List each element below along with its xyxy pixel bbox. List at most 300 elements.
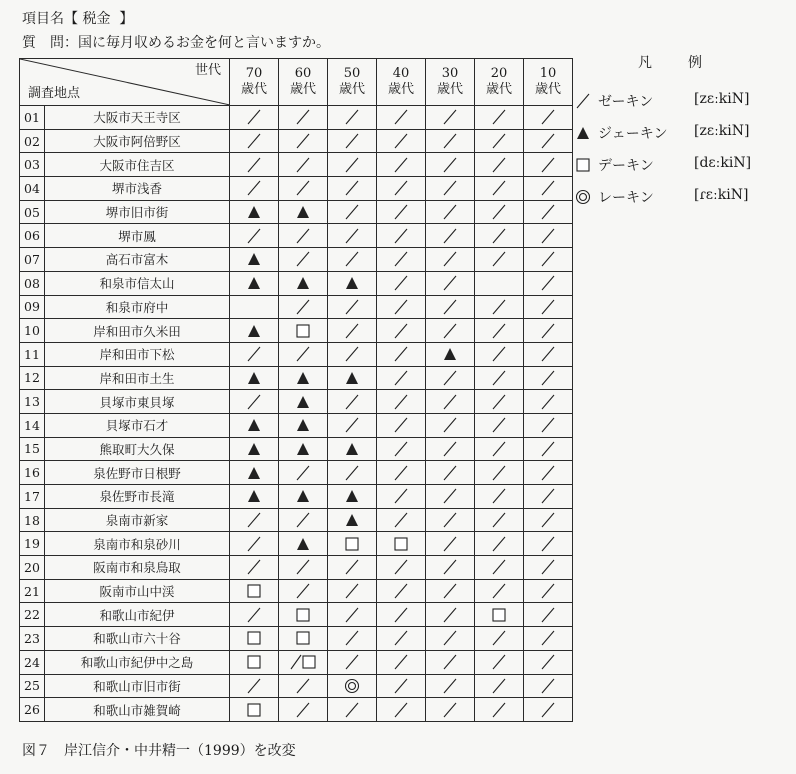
age-number: 20 bbox=[490, 66, 508, 81]
item-prefix: 項目名【 bbox=[22, 11, 78, 27]
item-suffix: 】 bbox=[119, 11, 134, 27]
slash-icon bbox=[484, 535, 514, 553]
question bbox=[22, 32, 330, 52]
response-cell bbox=[524, 342, 573, 366]
slash-icon bbox=[288, 511, 318, 529]
slash-icon bbox=[484, 416, 514, 434]
response-cell bbox=[524, 224, 573, 248]
response-cell bbox=[426, 437, 475, 461]
response-cell bbox=[328, 271, 377, 295]
response-cell bbox=[475, 627, 524, 651]
response-cell bbox=[426, 224, 475, 248]
row-number: 16 bbox=[20, 461, 45, 485]
place-name: 泉南市和泉砂川 bbox=[45, 532, 230, 556]
slash-icon bbox=[484, 487, 514, 505]
slash-icon bbox=[484, 298, 514, 316]
slash-icon bbox=[239, 677, 269, 695]
table-row bbox=[20, 698, 573, 722]
slash-icon bbox=[435, 393, 465, 411]
slash-icon bbox=[337, 179, 367, 197]
place-name: 和泉市府中 bbox=[45, 295, 230, 319]
response-cell bbox=[426, 200, 475, 224]
triangle-icon bbox=[288, 440, 318, 458]
response-cell bbox=[328, 698, 377, 722]
response-cell bbox=[377, 532, 426, 556]
response-cell bbox=[279, 129, 328, 153]
response-cell bbox=[524, 603, 573, 627]
response-cell bbox=[328, 485, 377, 509]
row-number: 03 bbox=[20, 153, 45, 177]
response-cell bbox=[328, 295, 377, 319]
age-header bbox=[426, 59, 475, 106]
response-cell bbox=[230, 674, 279, 698]
place-name: 泉佐野市日根野 bbox=[45, 461, 230, 485]
response-cell bbox=[377, 177, 426, 201]
slash-icon bbox=[533, 558, 563, 576]
slash-icon bbox=[533, 653, 563, 671]
age-number: 50 bbox=[343, 66, 361, 81]
response-cell bbox=[377, 556, 426, 580]
triangle-icon bbox=[239, 322, 269, 340]
response-cell bbox=[475, 129, 524, 153]
response-cell bbox=[377, 627, 426, 651]
slash-icon bbox=[435, 464, 465, 482]
square-icon bbox=[239, 653, 269, 671]
slash-square-icon bbox=[288, 653, 318, 671]
response-cell bbox=[328, 508, 377, 532]
corner-bottom-label: 調査地点 bbox=[28, 86, 81, 101]
triangle-icon bbox=[239, 250, 269, 268]
figure-caption: 図７ 岸江信介・中井精一（1999）を改変 bbox=[22, 743, 296, 759]
square-icon bbox=[288, 629, 318, 647]
legend-item bbox=[568, 186, 788, 208]
triangle-icon bbox=[337, 487, 367, 505]
response-cell bbox=[328, 437, 377, 461]
table-row bbox=[20, 106, 573, 130]
slash-icon bbox=[435, 203, 465, 221]
response-cell bbox=[230, 106, 279, 130]
response-cell bbox=[230, 508, 279, 532]
slash-icon bbox=[239, 179, 269, 197]
slash-icon bbox=[484, 511, 514, 529]
square-icon bbox=[568, 156, 598, 174]
slash-icon bbox=[484, 179, 514, 197]
table-row bbox=[20, 177, 573, 201]
response-cell bbox=[328, 366, 377, 390]
slash-icon bbox=[288, 701, 318, 719]
response-cell bbox=[377, 390, 426, 414]
response-cell bbox=[279, 603, 328, 627]
slash-icon bbox=[435, 179, 465, 197]
slash-icon bbox=[533, 464, 563, 482]
response-cell bbox=[475, 153, 524, 177]
age-suffix: 歳代 bbox=[534, 82, 561, 97]
age-header bbox=[279, 59, 328, 106]
response-cell bbox=[279, 413, 328, 437]
response-cell bbox=[230, 603, 279, 627]
row-number: 24 bbox=[20, 650, 45, 674]
response-cell bbox=[279, 698, 328, 722]
response-cell bbox=[475, 106, 524, 130]
response-cell bbox=[328, 413, 377, 437]
response-cell bbox=[426, 603, 475, 627]
row-number: 18 bbox=[20, 508, 45, 532]
table-row bbox=[20, 508, 573, 532]
slash-icon bbox=[533, 108, 563, 126]
response-cell bbox=[279, 627, 328, 651]
slash-icon bbox=[484, 582, 514, 600]
age-suffix: 歳代 bbox=[289, 82, 316, 97]
row-number: 14 bbox=[20, 413, 45, 437]
place-name: 和歌山市紀伊中之島 bbox=[45, 650, 230, 674]
triangle-icon bbox=[239, 274, 269, 292]
response-cell bbox=[230, 627, 279, 651]
row-number: 11 bbox=[20, 342, 45, 366]
square-icon bbox=[239, 582, 269, 600]
triangle-icon bbox=[288, 535, 318, 553]
triangle-icon bbox=[239, 203, 269, 221]
response-cell bbox=[524, 271, 573, 295]
triangle-icon bbox=[337, 274, 367, 292]
response-cell bbox=[524, 650, 573, 674]
item-name: 税金 bbox=[82, 11, 111, 27]
square-icon bbox=[484, 606, 514, 624]
response-cell bbox=[328, 129, 377, 153]
response-cell bbox=[426, 698, 475, 722]
response-cell bbox=[328, 390, 377, 414]
legend-title-a: 凡 bbox=[638, 55, 652, 71]
place-name: 高石市富木 bbox=[45, 248, 230, 272]
slash-icon bbox=[386, 653, 416, 671]
triangle-icon bbox=[288, 203, 318, 221]
slash-icon bbox=[484, 132, 514, 150]
response-cell bbox=[328, 532, 377, 556]
double-circle-icon bbox=[337, 677, 367, 695]
slash-icon bbox=[533, 250, 563, 268]
slash-icon bbox=[386, 345, 416, 363]
table-row bbox=[20, 153, 573, 177]
slash-icon bbox=[386, 464, 416, 482]
response-cell bbox=[230, 485, 279, 509]
slash-icon bbox=[435, 416, 465, 434]
slash-icon bbox=[337, 322, 367, 340]
slash-icon bbox=[337, 108, 367, 126]
response-cell bbox=[426, 579, 475, 603]
triangle-icon bbox=[568, 124, 598, 142]
slash-icon bbox=[533, 582, 563, 600]
slash-icon bbox=[435, 629, 465, 647]
legend-label: レーキン bbox=[598, 190, 654, 206]
slash-icon bbox=[288, 227, 318, 245]
response-cell bbox=[230, 153, 279, 177]
slash-icon bbox=[435, 511, 465, 529]
table-row bbox=[20, 650, 573, 674]
slash-icon bbox=[484, 156, 514, 174]
response-cell bbox=[426, 248, 475, 272]
response-cell bbox=[279, 200, 328, 224]
response-cell bbox=[426, 461, 475, 485]
slash-icon bbox=[484, 250, 514, 268]
table-row bbox=[20, 224, 573, 248]
slash-icon bbox=[386, 132, 416, 150]
slash-icon bbox=[533, 606, 563, 624]
response-cell bbox=[377, 461, 426, 485]
table-row bbox=[20, 627, 573, 651]
place-name: 堺市鳳 bbox=[45, 224, 230, 248]
response-cell bbox=[279, 224, 328, 248]
slash-icon bbox=[533, 156, 563, 174]
slash-icon bbox=[239, 132, 269, 150]
triangle-icon bbox=[239, 369, 269, 387]
response-cell bbox=[328, 248, 377, 272]
response-cell bbox=[475, 177, 524, 201]
corner-header bbox=[20, 59, 230, 106]
row-number: 01 bbox=[20, 106, 45, 130]
age-header bbox=[524, 59, 573, 106]
slash-icon bbox=[386, 487, 416, 505]
table-header-row bbox=[20, 59, 573, 106]
age-header bbox=[230, 59, 279, 106]
response-cell bbox=[279, 532, 328, 556]
slash-icon bbox=[386, 511, 416, 529]
response-cell bbox=[279, 248, 328, 272]
response-cell bbox=[328, 177, 377, 201]
response-cell bbox=[475, 437, 524, 461]
double-circle-icon bbox=[568, 188, 598, 206]
response-cell bbox=[475, 508, 524, 532]
table-row bbox=[20, 437, 573, 461]
slash-icon bbox=[484, 108, 514, 126]
response-cell bbox=[475, 248, 524, 272]
place-name: 貝塚市東貝塚 bbox=[45, 390, 230, 414]
slash-icon bbox=[337, 227, 367, 245]
response-cell bbox=[426, 556, 475, 580]
response-cell bbox=[377, 413, 426, 437]
slash-icon bbox=[386, 369, 416, 387]
response-cell bbox=[279, 485, 328, 509]
row-number: 23 bbox=[20, 627, 45, 651]
age-number: 10 bbox=[539, 66, 557, 81]
response-cell bbox=[230, 342, 279, 366]
slash-icon bbox=[337, 416, 367, 434]
response-cell bbox=[279, 342, 328, 366]
response-cell bbox=[475, 603, 524, 627]
response-cell bbox=[230, 248, 279, 272]
slash-icon bbox=[484, 369, 514, 387]
legend-item bbox=[568, 90, 788, 112]
triangle-icon bbox=[288, 487, 318, 505]
response-cell bbox=[524, 437, 573, 461]
table-row bbox=[20, 319, 573, 343]
question-text: 国に毎月収めるお金を何と言いますか。 bbox=[78, 35, 330, 51]
response-cell bbox=[279, 319, 328, 343]
response-cell bbox=[426, 627, 475, 651]
response-cell bbox=[524, 106, 573, 130]
table-row bbox=[20, 603, 573, 627]
response-cell bbox=[426, 153, 475, 177]
slash-icon bbox=[533, 345, 563, 363]
legend-item bbox=[568, 122, 788, 144]
response-cell bbox=[475, 295, 524, 319]
response-cell bbox=[230, 437, 279, 461]
slash-icon bbox=[533, 322, 563, 340]
place-name: 和泉市信太山 bbox=[45, 271, 230, 295]
row-number: 21 bbox=[20, 579, 45, 603]
slash-icon bbox=[239, 227, 269, 245]
place-name: 岸和田市土生 bbox=[45, 366, 230, 390]
slash-icon bbox=[484, 345, 514, 363]
square-icon bbox=[239, 701, 269, 719]
square-icon bbox=[288, 322, 318, 340]
slash-icon bbox=[386, 179, 416, 197]
response-cell bbox=[377, 271, 426, 295]
place-name: 大阪市阿倍野区 bbox=[45, 129, 230, 153]
triangle-icon bbox=[288, 369, 318, 387]
age-suffix: 歳代 bbox=[338, 82, 365, 97]
table-row bbox=[20, 342, 573, 366]
slash-icon bbox=[533, 393, 563, 411]
response-cell bbox=[328, 200, 377, 224]
slash-icon bbox=[288, 132, 318, 150]
row-number: 09 bbox=[20, 295, 45, 319]
slash-icon bbox=[386, 393, 416, 411]
table-row bbox=[20, 461, 573, 485]
triangle-icon bbox=[239, 487, 269, 505]
response-cell bbox=[426, 532, 475, 556]
response-cell bbox=[279, 106, 328, 130]
slash-icon bbox=[435, 274, 465, 292]
slash-icon bbox=[484, 701, 514, 719]
triangle-icon bbox=[288, 274, 318, 292]
response-cell bbox=[230, 271, 279, 295]
response-cell bbox=[475, 698, 524, 722]
triangle-icon bbox=[239, 464, 269, 482]
slash-icon bbox=[484, 203, 514, 221]
age-number: 70 bbox=[245, 66, 263, 81]
slash-icon bbox=[533, 203, 563, 221]
age-number: 30 bbox=[441, 66, 459, 81]
response-cell bbox=[524, 319, 573, 343]
row-number: 22 bbox=[20, 603, 45, 627]
response-cell bbox=[328, 627, 377, 651]
slash-icon bbox=[239, 558, 269, 576]
slash-icon bbox=[288, 156, 318, 174]
slash-icon bbox=[533, 227, 563, 245]
slash-icon bbox=[435, 322, 465, 340]
slash-icon bbox=[337, 156, 367, 174]
response-cell bbox=[230, 650, 279, 674]
legend-ipa: [zɛːkiN] bbox=[694, 123, 750, 139]
slash-icon bbox=[386, 322, 416, 340]
response-cell bbox=[279, 674, 328, 698]
slash-icon bbox=[533, 298, 563, 316]
row-number: 26 bbox=[20, 698, 45, 722]
table-row bbox=[20, 390, 573, 414]
slash-icon bbox=[386, 227, 416, 245]
slash-icon bbox=[386, 582, 416, 600]
row-number: 05 bbox=[20, 200, 45, 224]
response-cell bbox=[426, 177, 475, 201]
place-name: 阪南市山中渓 bbox=[45, 579, 230, 603]
slash-icon bbox=[386, 677, 416, 695]
response-cell bbox=[524, 508, 573, 532]
slash-icon bbox=[337, 250, 367, 268]
slash-icon bbox=[337, 132, 367, 150]
legend-ipa: [ɾɛːkiN] bbox=[694, 187, 749, 203]
legend-title-b: 例 bbox=[688, 55, 702, 71]
slash-icon bbox=[288, 464, 318, 482]
place-name: 岸和田市下松 bbox=[45, 342, 230, 366]
response-cell bbox=[230, 698, 279, 722]
response-cell bbox=[524, 532, 573, 556]
place-name: 大阪市天王寺区 bbox=[45, 106, 230, 130]
row-number: 19 bbox=[20, 532, 45, 556]
row-number: 02 bbox=[20, 129, 45, 153]
slash-icon bbox=[435, 132, 465, 150]
response-cell bbox=[377, 153, 426, 177]
response-cell bbox=[230, 413, 279, 437]
response-cell bbox=[377, 319, 426, 343]
response-cell bbox=[377, 485, 426, 509]
legend-item bbox=[568, 154, 788, 176]
slash-icon bbox=[533, 701, 563, 719]
slash-icon bbox=[533, 440, 563, 458]
slash-icon bbox=[239, 511, 269, 529]
legend-label: ゼーキン bbox=[598, 94, 654, 110]
response-cell bbox=[524, 248, 573, 272]
response-cell bbox=[524, 129, 573, 153]
slash-icon bbox=[435, 606, 465, 624]
table-row bbox=[20, 366, 573, 390]
slash-icon bbox=[386, 298, 416, 316]
response-cell bbox=[230, 579, 279, 603]
response-cell bbox=[426, 295, 475, 319]
response-cell bbox=[328, 106, 377, 130]
slash-icon bbox=[533, 511, 563, 529]
response-cell bbox=[377, 603, 426, 627]
response-cell bbox=[279, 271, 328, 295]
slash-icon bbox=[386, 701, 416, 719]
age-header bbox=[328, 59, 377, 106]
slash-icon bbox=[386, 629, 416, 647]
slash-icon bbox=[288, 108, 318, 126]
slash-icon bbox=[435, 156, 465, 174]
slash-icon bbox=[484, 558, 514, 576]
slash-icon bbox=[239, 345, 269, 363]
response-cell bbox=[426, 129, 475, 153]
place-name: 和歌山市紀伊 bbox=[45, 603, 230, 627]
response-cell bbox=[524, 461, 573, 485]
slash-icon bbox=[435, 440, 465, 458]
slash-icon bbox=[288, 345, 318, 363]
place-name: 和歌山市旧市街 bbox=[45, 674, 230, 698]
square-icon bbox=[239, 629, 269, 647]
response-cell bbox=[279, 508, 328, 532]
triangle-icon bbox=[239, 416, 269, 434]
slash-icon bbox=[386, 274, 416, 292]
slash-icon bbox=[435, 558, 465, 576]
survey-table bbox=[19, 58, 573, 722]
triangle-icon bbox=[288, 393, 318, 411]
slash-icon bbox=[435, 701, 465, 719]
response-cell bbox=[524, 390, 573, 414]
response-cell bbox=[475, 319, 524, 343]
place-name: 貝塚市石才 bbox=[45, 413, 230, 437]
slash-icon bbox=[288, 558, 318, 576]
response-cell bbox=[524, 200, 573, 224]
response-cell bbox=[475, 200, 524, 224]
response-cell bbox=[426, 508, 475, 532]
